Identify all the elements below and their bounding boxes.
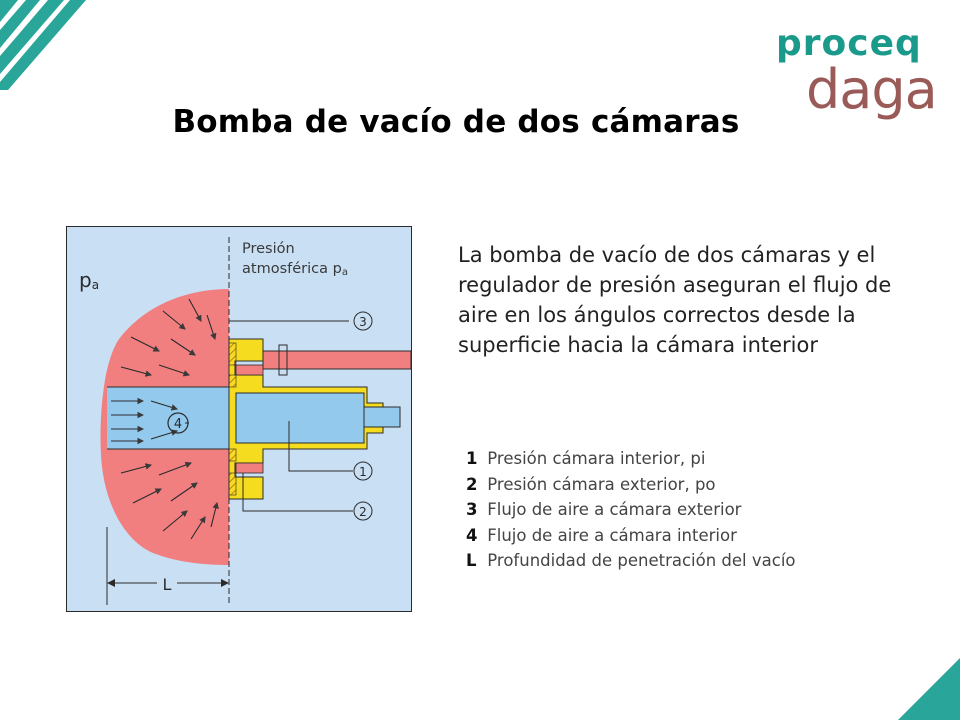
pump-diagram xyxy=(66,226,412,612)
callout-2 xyxy=(354,502,372,520)
inner-chamber-region xyxy=(107,387,229,449)
legend-item-2: 2 Presión cámara exterior, po xyxy=(466,474,716,494)
corner-decoration-bottom-right xyxy=(898,658,960,720)
legend-item-L: L Profundidad de penetración del vacío xyxy=(466,551,796,570)
atmospheric-pressure-label xyxy=(242,239,407,283)
proceq-logo-text: proceq xyxy=(776,26,922,64)
corner-decoration-top-left xyxy=(0,0,110,90)
outer-chamber-hose xyxy=(263,351,411,369)
svg-text:L: L xyxy=(162,575,172,594)
svg-text:1: 1 xyxy=(359,465,367,479)
legend-item-4: 4 Flujo de aire a cámara interior xyxy=(466,525,737,545)
pa-label: pa xyxy=(79,268,100,292)
legend-item-1: 1 Presión cámara interior, pi xyxy=(466,449,706,468)
proceq-logo xyxy=(776,26,942,66)
atmospheric-pressure-line2: atmosférica $p_a$ xyxy=(242,261,348,278)
legend xyxy=(466,449,936,577)
legend-item-3: 3 Flujo de aire a cámara exterior xyxy=(466,500,742,519)
callout-3 xyxy=(354,312,372,330)
depth-dimension xyxy=(107,575,229,594)
svg-text:3: 3 xyxy=(359,315,367,329)
svg-text:2: 2 xyxy=(359,505,367,519)
callout-1 xyxy=(354,462,372,480)
atmospheric-pressure-line1: Presión xyxy=(242,241,295,257)
svg-text:4: 4 xyxy=(173,417,183,432)
pump-diagram-drawing xyxy=(67,227,411,611)
daga-logo-text: daga xyxy=(806,64,937,121)
page-title: Bomba de vacío de dos cámaras xyxy=(172,104,740,140)
description-text: La bomba de vacío de dos cámaras y el regulador de presión aseguran el flujo de aire en los ángulos correctos desde la superficie hacia la cámara interior xyxy=(458,243,892,357)
